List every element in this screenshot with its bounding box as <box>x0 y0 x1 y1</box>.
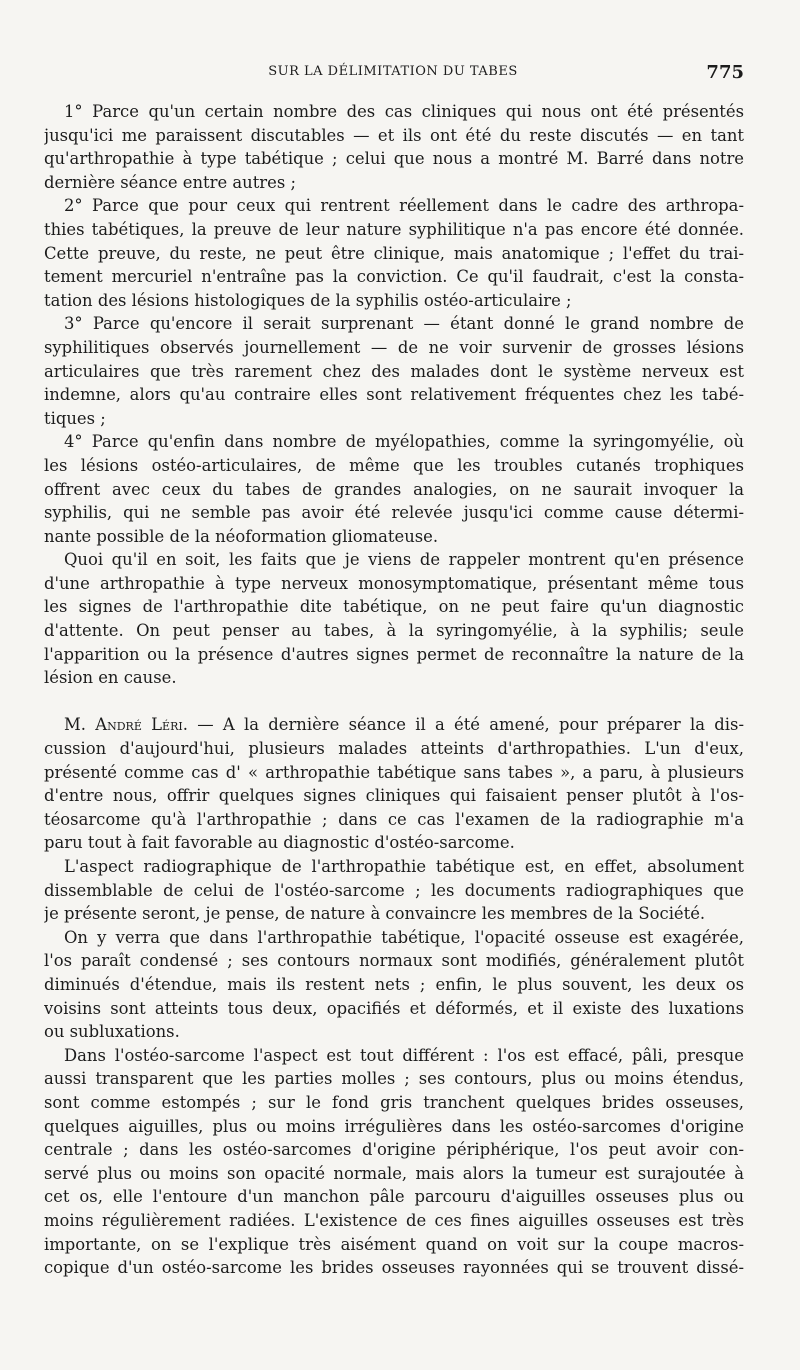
text-line: copique d'un ostéo-sarcome les brides osseuses rayonnées qui se trouvent dissé- <box>44 1258 744 1278</box>
text-line: syphilitiques observés journellement — de ne voir survenir de grosses lésions <box>44 337 744 357</box>
text-line: l'apparition ou la présence d'autres signes permet de reconnaître la nature de la <box>44 644 744 664</box>
text-line: quelques aiguilles, plus ou moins irrégulières dans les ostéo-sarcomes d'origine <box>44 1116 744 1136</box>
text-line: téosarcome qu'à l'arthropathie ; dans ce cas l'examen de la radiographie m'a <box>44 809 744 829</box>
text-line: présenté comme cas d' « arthropathie tabétique sans tabes », a paru, à plusieurs <box>44 762 744 782</box>
text-line: qu'arthropathie à type tabétique ; celui que nous a montré M. Barré dans notre <box>44 149 744 169</box>
text-line: importante, on se l'explique très aisément quand on voit sur la coupe macros- <box>44 1234 744 1254</box>
text-line: indemne, alors qu'au contraire elles sont relativement fréquentes chez les tabé- <box>44 385 744 405</box>
text-line <box>44 713 744 737</box>
speaker-name: André Léri. <box>95 715 188 735</box>
text-line-content: — A la dernière séance il a été amené, pour préparer la dis- <box>197 715 744 735</box>
text-line: thies tabétiques, la preuve de leur nature syphilitique n'a pas encore été donnée. <box>44 219 744 239</box>
text-line: tation des lésions histologiques de la syphilis ostéo-articulaire ; <box>44 290 572 310</box>
text-line: aussi transparent que les parties molles ; ses contours, plus ou moins étendus, <box>44 1069 744 1089</box>
text-line: Quoi qu'il en soit, les faits que je viens de rappeler montrent qu'en présence <box>64 550 744 570</box>
text-line: tiques ; <box>44 408 106 428</box>
page-number: 775 <box>706 62 744 83</box>
text-line: dissemblable de celui de l'ostéo-sarcome ; les documents radiographiques que <box>44 880 744 900</box>
text-line: offrent avec ceux du tabes de grandes analogies, on ne saurait invoquer la <box>44 479 744 499</box>
text-line: voisins sont atteints tous deux, opacifiés et déformés, et il existe des luxations <box>44 998 744 1018</box>
text-line: diminués d'étendue, mais ils restent nets ; enfin, le plus souvent, les deux os <box>44 974 744 994</box>
text-line: centrale ; dans les ostéo-sarcomes d'origine périphérique, l'os peut avoir con- <box>44 1140 744 1160</box>
text-line: syphilis, qui ne semble pas avoir été relevée jusqu'ici comme cause détermi- <box>44 503 744 523</box>
text-line: nante possible de la néoformation gliomateuse. <box>44 526 439 546</box>
body-text <box>44 100 744 1280</box>
text-line: cussion d'aujourd'hui, plusieurs malades atteints d'arthropathies. L'un d'eux, <box>44 739 744 759</box>
text-line: d'entre nous, offrir quelques signes cliniques qui faisaient penser plutôt à l'os- <box>44 786 744 806</box>
text-line: ou subluxations. <box>44 1022 180 1042</box>
text-line: 2° Parce que pour ceux qui rentrent réellement dans le cadre des arthropa- <box>64 196 744 216</box>
text-line: Dans l'ostéo-sarcome l'aspect est tout différent : l'os est effacé, pâli, presque <box>64 1045 744 1065</box>
text-line: L'aspect radiographique de l'arthropathie tabétique est, en effet, absolument <box>64 857 744 876</box>
page-header <box>42 62 744 84</box>
text-line: 3° Parce qu'encore il serait surprenant — étant donné le grand nombre de <box>64 314 744 334</box>
text-line: dernière séance entre autres ; <box>44 172 296 192</box>
text-line: les signes de l'arthropathie dite tabétique, on ne peut faire qu'un diagnostic <box>44 597 744 617</box>
text-line: jusqu'ici me paraissent discutables — et ils ont été du reste discutés — en tant <box>44 125 744 145</box>
text-line: les lésions ostéo-articulaires, de même que les troubles cutanés trophiques <box>44 455 744 475</box>
text-line: 1° Parce qu'un certain nombre des cas cliniques qui nous ont été présentés <box>64 102 744 121</box>
running-title: SUR LA DÉLIMITATION DU TABES <box>268 64 518 79</box>
text-line: cet os, elle l'entoure d'un manchon pâle parcouru d'aiguilles osseuses plus ou <box>44 1187 744 1207</box>
text-line: 4° Parce qu'enfin dans nombre de myélopathies, comme la syringomyélie, où <box>64 432 744 452</box>
text-line: d'une arthropathie à type nerveux monosymptomatique, présentant même tous <box>44 573 744 593</box>
text-line: moins régulièrement radiées. L'existence de ces fines aiguilles osseuses est très <box>44 1210 744 1230</box>
text-line: On y verra que dans l'arthropathie tabétique, l'opacité osseuse est exagérée, <box>64 927 744 947</box>
text-line: servé plus ou moins son opacité normale, mais alors la tumeur est surajoutée à <box>44 1163 744 1183</box>
speaker-title: M. <box>64 715 86 735</box>
text-line: paru tout à fait favorable au diagnostic d'ostéo-sarcome. <box>44 833 515 853</box>
text-line: tement mercuriel n'entraîne pas la conviction. Ce qu'il faudrait, c'est la consta- <box>44 267 744 287</box>
text-line: Cette preuve, du reste, ne peut être clinique, mais anatomique ; l'effet du trai- <box>44 243 744 263</box>
text-line: articulaires que très rarement chez des malades dont le système nerveux est <box>44 361 744 381</box>
text-line: l'os paraît condensé ; ses contours normaux sont modifiés, généralement plutôt <box>44 951 744 971</box>
text-line: sont comme estompés ; sur le fond gris tranchent quelques brides osseuses, <box>44 1092 744 1112</box>
text-line: je présente seront, je pense, de nature à convaincre les membres de la Société. <box>44 904 706 924</box>
text-line: d'attente. On peut penser au tabes, à la syringomyélie, à la syphilis; seule <box>44 621 744 641</box>
text-line: lésion en cause. <box>44 668 177 688</box>
